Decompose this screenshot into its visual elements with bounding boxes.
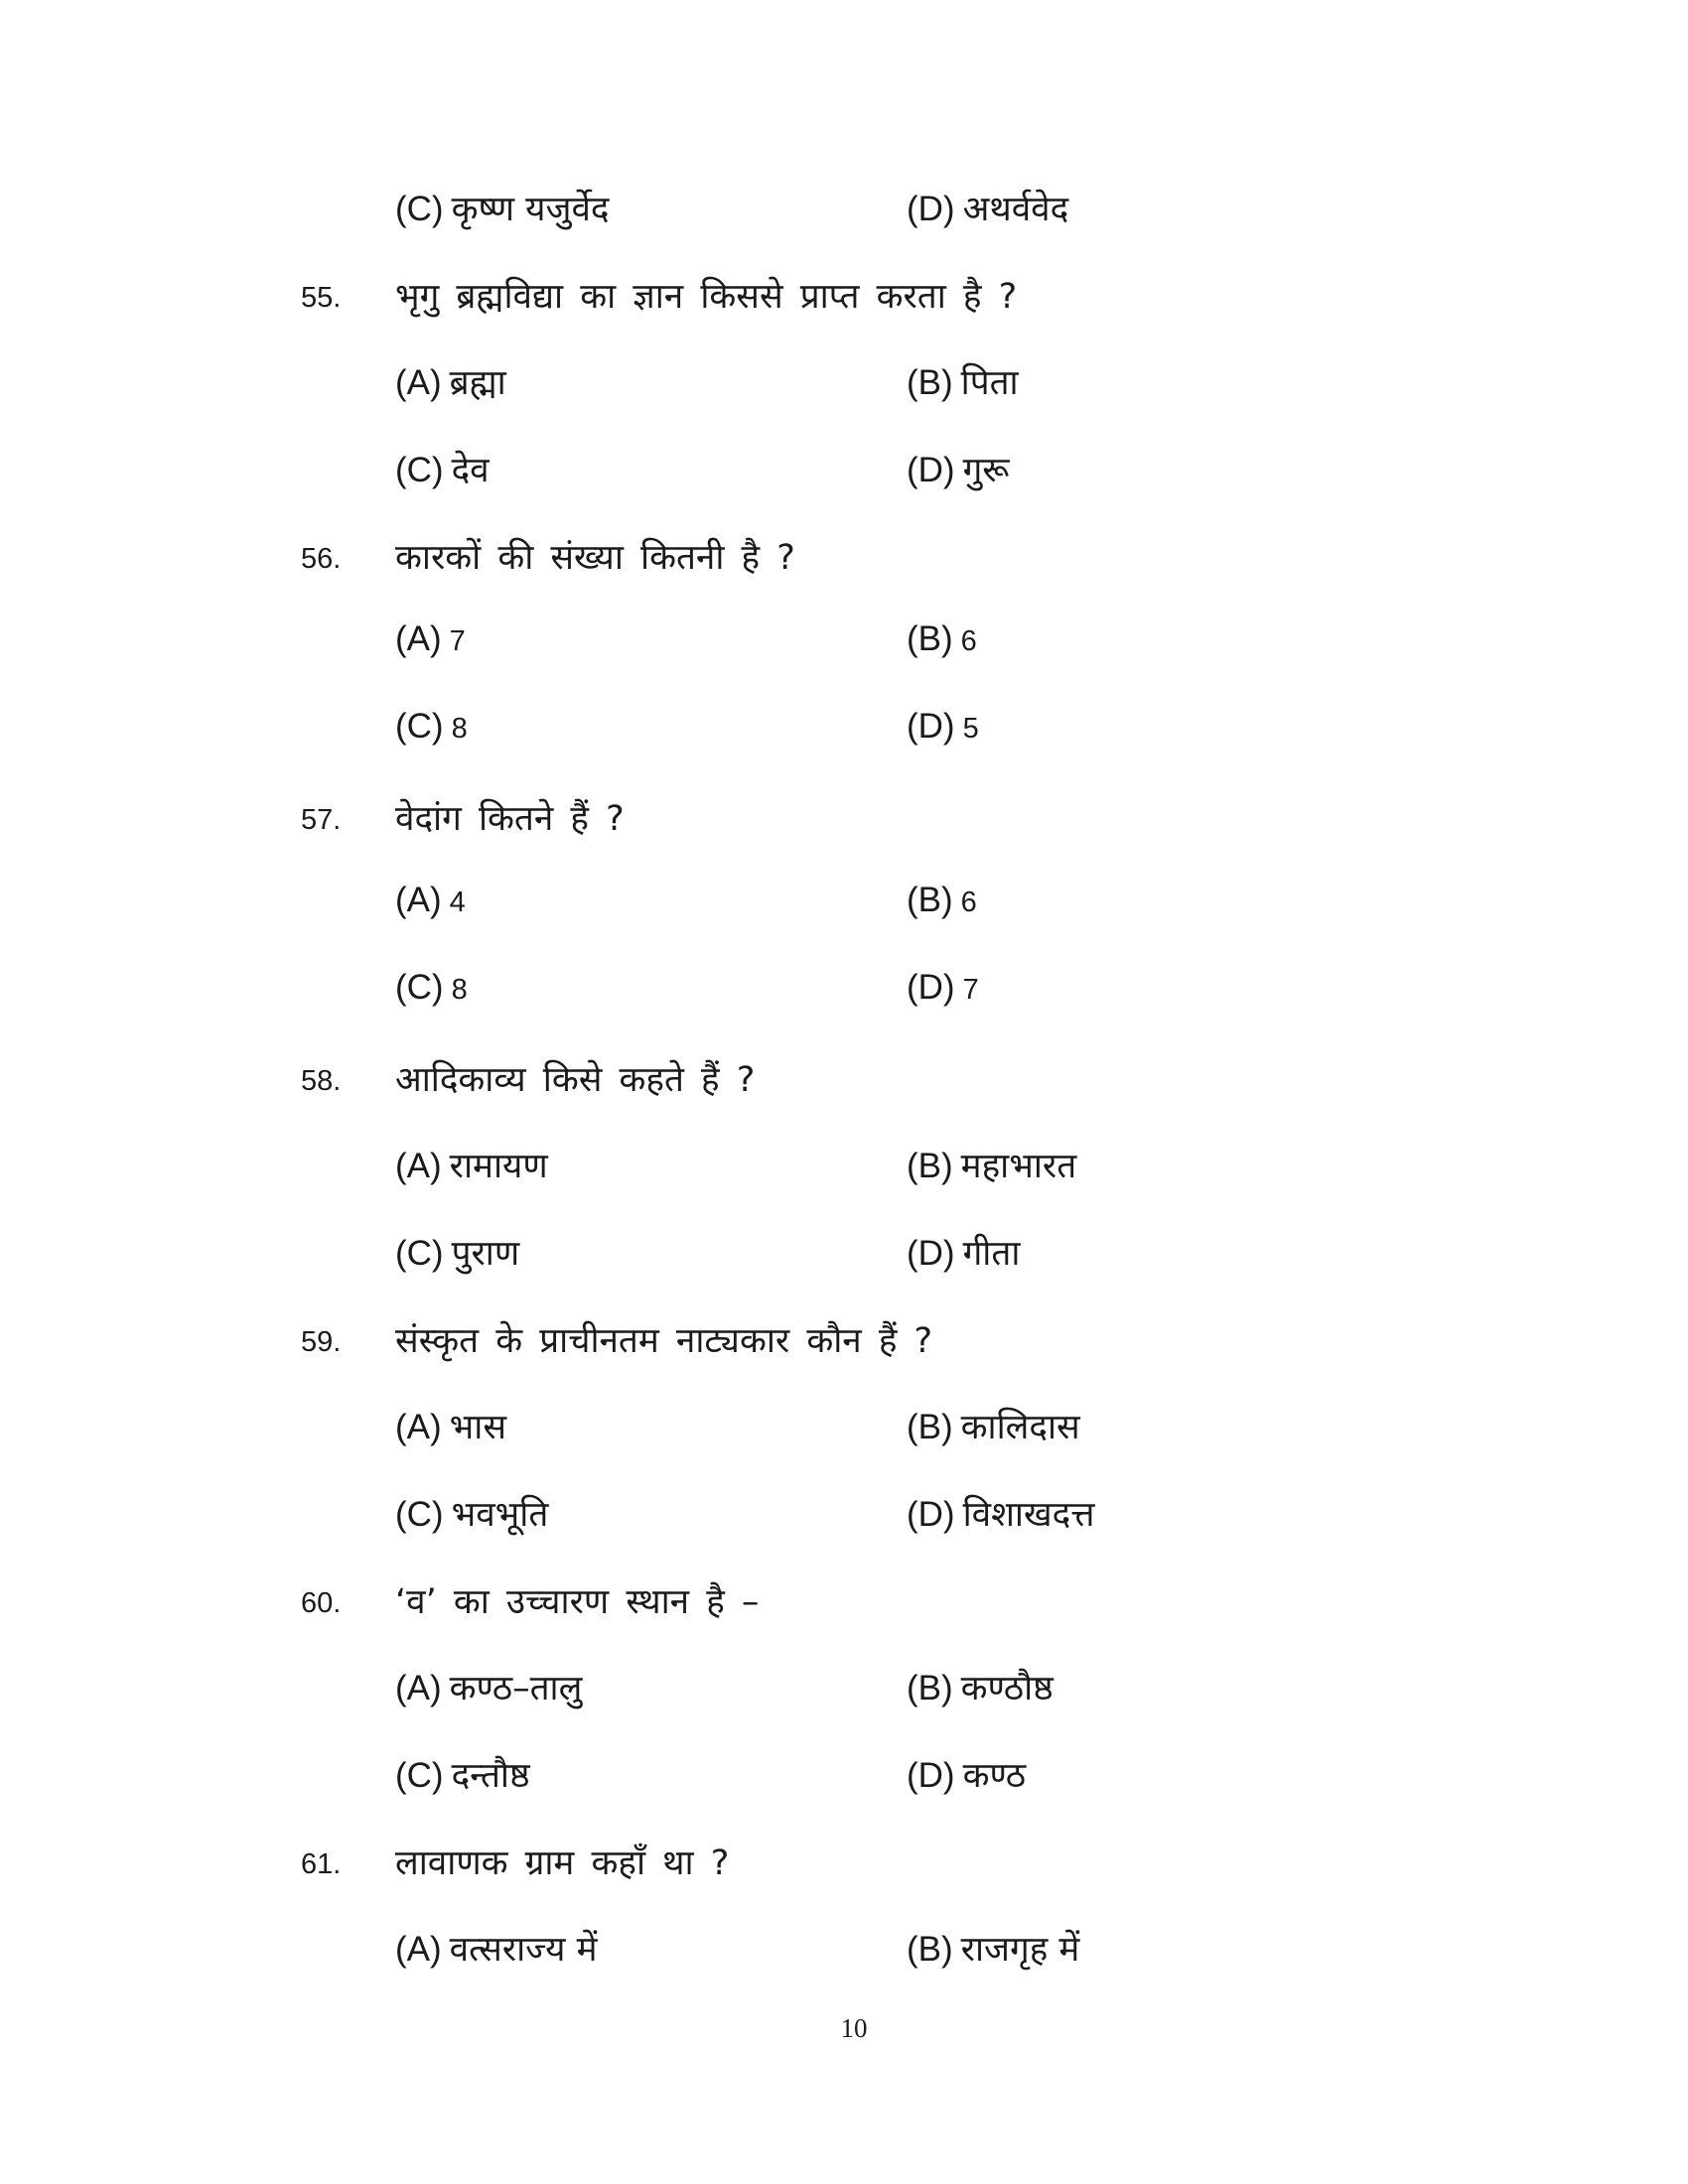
option-row — [0, 1745, 1688, 1805]
question-number: 61. — [301, 1848, 342, 1880]
option-c: (C) दन्तौष्ठ — [395, 1756, 530, 1796]
question-number: 59. — [301, 1326, 342, 1358]
question-text: संस्कृत के प्राचीनतम नाट्यकार कौन हैं ? — [395, 1321, 933, 1361]
option-c: (C) पुराण — [395, 1234, 520, 1274]
question-number: 60. — [301, 1587, 342, 1619]
option-c: (C) कृष्ण यजुर्वेद — [395, 190, 610, 229]
option-a: (A) 7 — [395, 619, 466, 658]
option-row — [0, 1484, 1688, 1544]
option-a: (A) ब्रह्मा — [395, 363, 506, 403]
option-b: (B) 6 — [907, 881, 977, 919]
option-row — [0, 1397, 1688, 1456]
question-text: ‘व’ का उच्चारण स्थान है – — [395, 1582, 760, 1622]
option-b: (B) पिता — [907, 363, 1019, 403]
option-d: (D) 7 — [907, 968, 979, 1007]
option-row — [0, 440, 1688, 499]
option-row — [0, 352, 1688, 412]
option-a: (A) वत्सराज्य में — [395, 1930, 598, 1970]
option-b: (B) 6 — [907, 619, 977, 658]
question-number: 55. — [301, 282, 342, 314]
option-a: (A) 4 — [395, 881, 466, 919]
option-row — [0, 1136, 1688, 1195]
option-row — [0, 962, 1688, 1022]
question-58 — [0, 1049, 1688, 1109]
option-c: (C) 8 — [395, 707, 468, 746]
question-60 — [0, 1571, 1688, 1631]
question-number: 58. — [301, 1065, 342, 1097]
question-text: भृगु ब्रह्मविद्या का ज्ञान किससे प्राप्त करता है ? — [395, 277, 1018, 317]
option-b: (B) कालिदास — [907, 1408, 1080, 1447]
question-text: कारकों की संख्या कितनी है ? — [395, 538, 795, 578]
option-c: (C) देव — [395, 451, 490, 490]
option-c: (C) 8 — [395, 968, 468, 1007]
option-row — [0, 875, 1688, 934]
option-d: (D) 5 — [907, 707, 979, 746]
option-b: (B) कण्ठौष्ठ — [907, 1669, 1054, 1708]
option-d: (D) गीता — [907, 1234, 1021, 1274]
option-row — [0, 1223, 1688, 1283]
option-row — [0, 614, 1688, 673]
option-d: (D) अथर्ववेद — [907, 190, 1069, 229]
question-61 — [0, 1833, 1688, 1892]
question-text: लावाणक ग्राम कहाँ था ? — [395, 1843, 730, 1883]
option-a: (A) रामायण — [395, 1147, 548, 1186]
question-55 — [0, 266, 1688, 326]
option-d: (D) विशाखदत्त — [907, 1495, 1095, 1535]
option-a: (A) कण्ठ–तालु — [395, 1669, 583, 1708]
option-row — [0, 1658, 1688, 1717]
question-56 — [0, 527, 1688, 587]
question-text: आदिकाव्य किसे कहते हैं ? — [395, 1060, 756, 1100]
option-d: (D) गुरू — [907, 451, 1010, 490]
option-row — [0, 701, 1688, 760]
option-row — [0, 1919, 1688, 1979]
option-a: (A) भास — [395, 1408, 506, 1447]
question-57 — [0, 788, 1688, 848]
option-c: (C) भवभूति — [395, 1495, 549, 1535]
option-b: (B) राजगृह में — [907, 1930, 1080, 1970]
question-number: 56. — [301, 543, 342, 575]
question-text: वेदांग कितने हैं ? — [395, 799, 625, 839]
question-59 — [0, 1310, 1688, 1370]
option-b: (B) महाभारत — [907, 1147, 1077, 1186]
question-number: 57. — [301, 804, 342, 836]
option-d: (D) कण्ठ — [907, 1756, 1027, 1796]
option-row — [0, 179, 1688, 238]
page-number: 10 — [840, 2013, 868, 2043]
